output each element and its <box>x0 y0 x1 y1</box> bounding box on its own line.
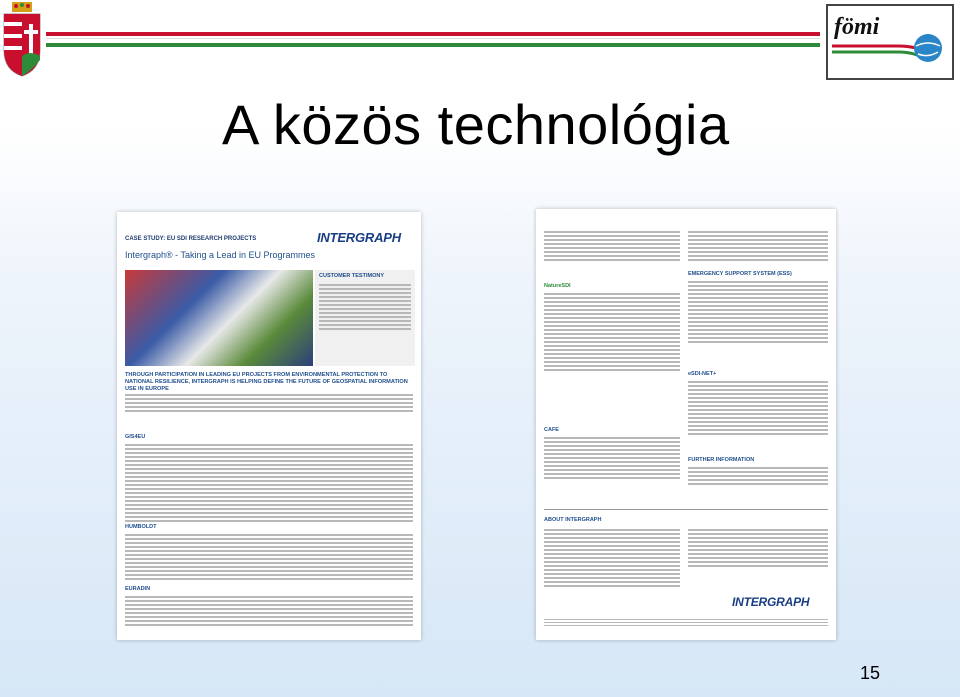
right-col2-text-top <box>688 229 828 263</box>
about-text-col2 <box>688 527 828 569</box>
document-subtitle: Intergraph® - Taking a Lead in EU Programmes <box>125 250 316 260</box>
section-gis4eu: GIS4EU <box>125 434 146 440</box>
esdi-net-text <box>688 379 828 437</box>
section-euradin: EURADIN <box>125 586 151 592</box>
gis4eu-text <box>125 442 413 524</box>
intergraph-logo-top: INTERGRAPH <box>317 230 401 245</box>
fomi-globe-icon <box>828 6 948 74</box>
divider <box>544 509 828 510</box>
document-page-left <box>117 212 421 640</box>
section-ess: EMERGENCY SUPPORT SYSTEM (ESS) <box>688 271 792 277</box>
flags-photo <box>125 270 313 366</box>
right-col1-text-top <box>544 229 680 263</box>
ess-text <box>688 279 828 345</box>
testimonial-heading: CUSTOMER TESTIMONY <box>319 273 384 279</box>
section-about-intergraph: ABOUT INTERGRAPH <box>544 517 602 523</box>
document-headline: THROUGH PARTICIPATION IN LEADING EU PROJECTS FROM ENVIRONMENTAL PROTECTION TO NATIONAL RESILIENCE, INTERGRAPH IS HELPING DEFINE THE FUTURE OF GEOSPATIAL INFORMATION USE IN EUROPE <box>125 372 408 392</box>
further-information-links <box>688 465 828 487</box>
section-humboldt: HUMBOLDT <box>125 524 157 530</box>
fomi-logo <box>826 4 954 80</box>
euradin-text <box>125 594 413 628</box>
section-naturesdi: NatureSDI <box>544 283 571 289</box>
intro-text <box>125 392 413 414</box>
section-esdi-net: eSDI-NET+ <box>688 371 717 377</box>
document-page-right <box>536 209 836 640</box>
slide-title: A közös technológia <box>222 93 730 156</box>
page-number: 15 <box>859 663 880 683</box>
testimonial-box <box>315 270 415 366</box>
footer-fine-print <box>544 617 828 628</box>
cafe-text <box>544 435 680 481</box>
naturesdi-text <box>544 291 680 373</box>
section-cafe: CAFE <box>544 427 559 433</box>
intergraph-logo-bottom: INTERGRAPH <box>732 595 810 609</box>
humboldt-text <box>125 532 413 582</box>
section-further-information: FURTHER INFORMATION <box>688 457 755 463</box>
national-color-band <box>46 32 820 50</box>
about-text-col1 <box>544 527 680 589</box>
fomi-logo-text: fömi <box>834 14 880 40</box>
case-study-heading: CASE STUDY: EU SDI RESEARCH PROJECTS <box>125 236 257 242</box>
hungarian-coat-of-arms-icon <box>0 0 44 78</box>
